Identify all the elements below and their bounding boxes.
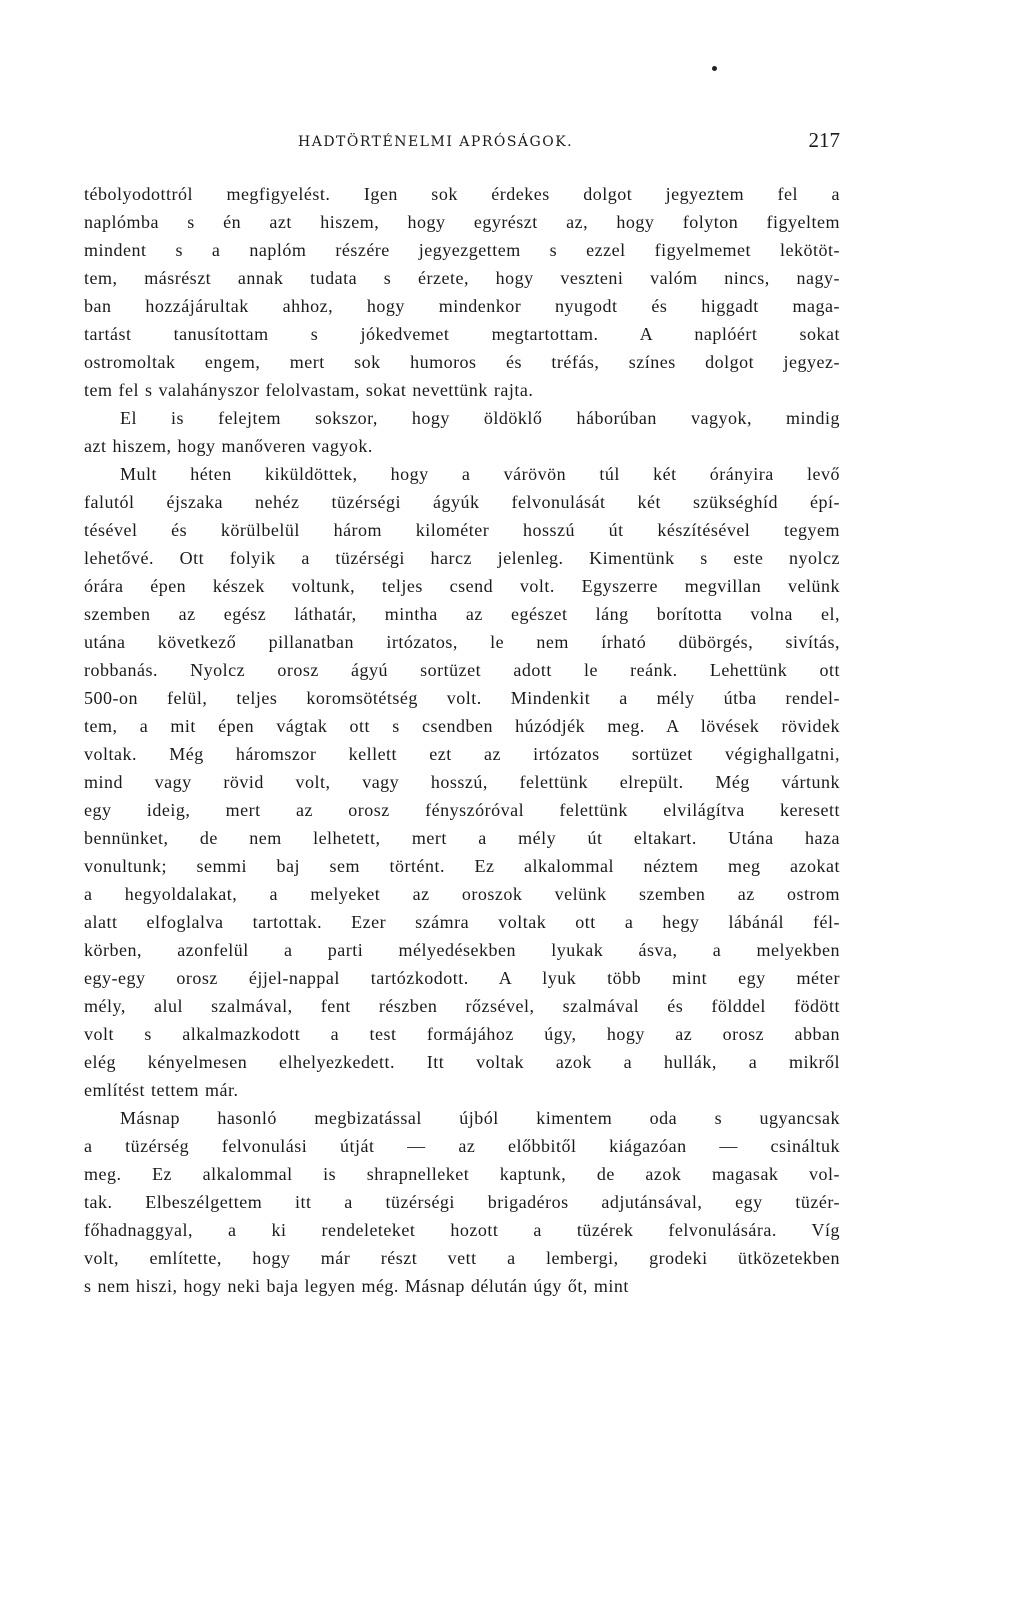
text-line: a tüzérség felvonulási útját — az előbbitől kiágazóan — csináltuk: [84, 1136, 840, 1156]
text-line: tébolyodottról megfigyelést. Igen sok érdekes dolgot jegyeztem fel a: [84, 184, 840, 204]
text-line: ostromoltak engem, mert sok humoros és tréfás, színes dolgot jegyez-: [84, 352, 840, 372]
text-line: vonultunk; semmi baj sem történt. Ez alkalommal néztem meg azokat: [84, 856, 840, 876]
text-line: volt s alkalmazkodott a test formájához úgy, hogy az orosz abban: [84, 1024, 840, 1044]
text-line: 500-on felül, teljes koromsötétség volt. Mindenkit a mély útba rendel-: [84, 688, 840, 708]
text-line: tem, a mit épen vágtak ott s csendben húzódjék meg. A lövések rövidek: [84, 716, 840, 736]
running-head: HADTÖRTÉNELMI APRÓSÁGOK.: [298, 134, 574, 150]
paragraph: [84, 1104, 840, 1300]
text-line: tartást tanusítottam s jókedvemet megtartottam. A naplóért sokat: [84, 324, 840, 344]
text-line: utána következő pillanatban irtózatos, le nem írható dübörgés, sivítás,: [84, 632, 840, 652]
text-line: tésével és körülbelül három kilométer hosszú út készítésével tegyem: [84, 520, 840, 540]
text-line: tem, másrészt annak tudata s érzete, hogy veszteni valóm nincs, nagy-: [84, 268, 840, 288]
body-text: [84, 180, 840, 1300]
text-line: El is felejtem sokszor, hogy öldöklő háborúban vagyok, mindig: [120, 408, 840, 428]
text-line: szemben az egész láthatár, mintha az egészet láng borította volna el,: [84, 604, 840, 624]
text-line: tem fel s valahányszor felolvastam, sokat nevettünk rajta.: [84, 380, 534, 400]
text-line: egy-egy orosz éjjel-nappal tartózkodott. A lyuk több mint egy méter: [84, 968, 840, 988]
text-line: a hegyoldalakat, a melyeket az oroszok velünk szemben az ostrom: [84, 884, 840, 904]
paragraph: [84, 460, 840, 1104]
text-line: azt hiszem, hogy manőveren vagyok.: [84, 436, 373, 456]
text-line: mindent s a naplóm részére jegyezgettem s ezzel figyelmemet lekötöt-: [84, 240, 840, 260]
page-number: 217: [808, 128, 840, 152]
text-line: naplómba s én azt hiszem, hogy egyrészt az, hogy folyton figyeltem: [84, 212, 840, 232]
text-line: körben, azonfelül a parti mélyedésekben lyukak ásva, a melyekben: [84, 940, 840, 960]
text-line: meg. Ez alkalommal is shrapnelleket kaptunk, de azok magasak vol-: [84, 1164, 840, 1184]
text-line: alatt elfoglalva tartottak. Ezer számra voltak ott a hegy lábánál fél-: [84, 912, 840, 932]
paragraph: [84, 180, 840, 404]
text-line: említést tettem már.: [84, 1080, 239, 1100]
text-line: egy ideig, mert az orosz fényszóróval felettünk elvilágítva keresett: [84, 800, 840, 820]
text-line: Mult héten kiküldöttek, hogy a várövön túl két órányira levő: [120, 464, 840, 484]
text-line: ban hozzájárultak ahhoz, hogy mindenkor nyugodt és higgadt maga-: [84, 296, 840, 316]
text-line: volt, említette, hogy már részt vett a lembergi, grodeki ütközetekben: [84, 1248, 840, 1268]
ink-speck: [712, 66, 717, 71]
text-line: bennünket, de nem lelhetett, mert a mély út eltakart. Utána haza: [84, 828, 840, 848]
text-line: s nem hiszi, hogy neki baja legyen még. Másnap délután úgy őt, mint: [84, 1276, 629, 1296]
text-line: falutól éjszaka nehéz tüzérségi ágyúk felvonulását két szükséghíd épí-: [84, 492, 840, 512]
page-header: [84, 128, 840, 160]
text-line: robbanás. Nyolcz orosz ágyú sortüzet adott le reánk. Lehettünk ott: [84, 660, 840, 680]
text-line: mély, alul szalmával, fent részben rőzsével, szalmával és földdel födött: [84, 996, 840, 1016]
text-line: órára épen készek voltunk, teljes csend volt. Egyszerre megvillan velünk: [84, 576, 840, 596]
text-line: főhadnaggyal, a ki rendeleteket hozott a tüzérek felvonulására. Víg: [84, 1220, 840, 1240]
text-line: voltak. Még háromszor kellett ezt az irtózatos sortüzet végighallgatni,: [84, 744, 840, 764]
text-line: mind vagy rövid volt, vagy hosszú, felettünk elrepült. Még vártunk: [84, 772, 840, 792]
text-line: Másnap hasonló megbizatással újból kimentem oda s ugyancsak: [120, 1108, 840, 1128]
text-line: lehetővé. Ott folyik a tüzérségi harcz jelenleg. Kimentünk s este nyolcz: [84, 548, 840, 568]
paragraph: [84, 404, 840, 460]
text-line: tak. Elbeszélgettem itt a tüzérségi brigadéros adjutánsával, egy tüzér-: [84, 1192, 840, 1212]
text-line: elég kényelmesen elhelyezkedett. Itt voltak azok a hullák, a mikről: [84, 1052, 840, 1072]
